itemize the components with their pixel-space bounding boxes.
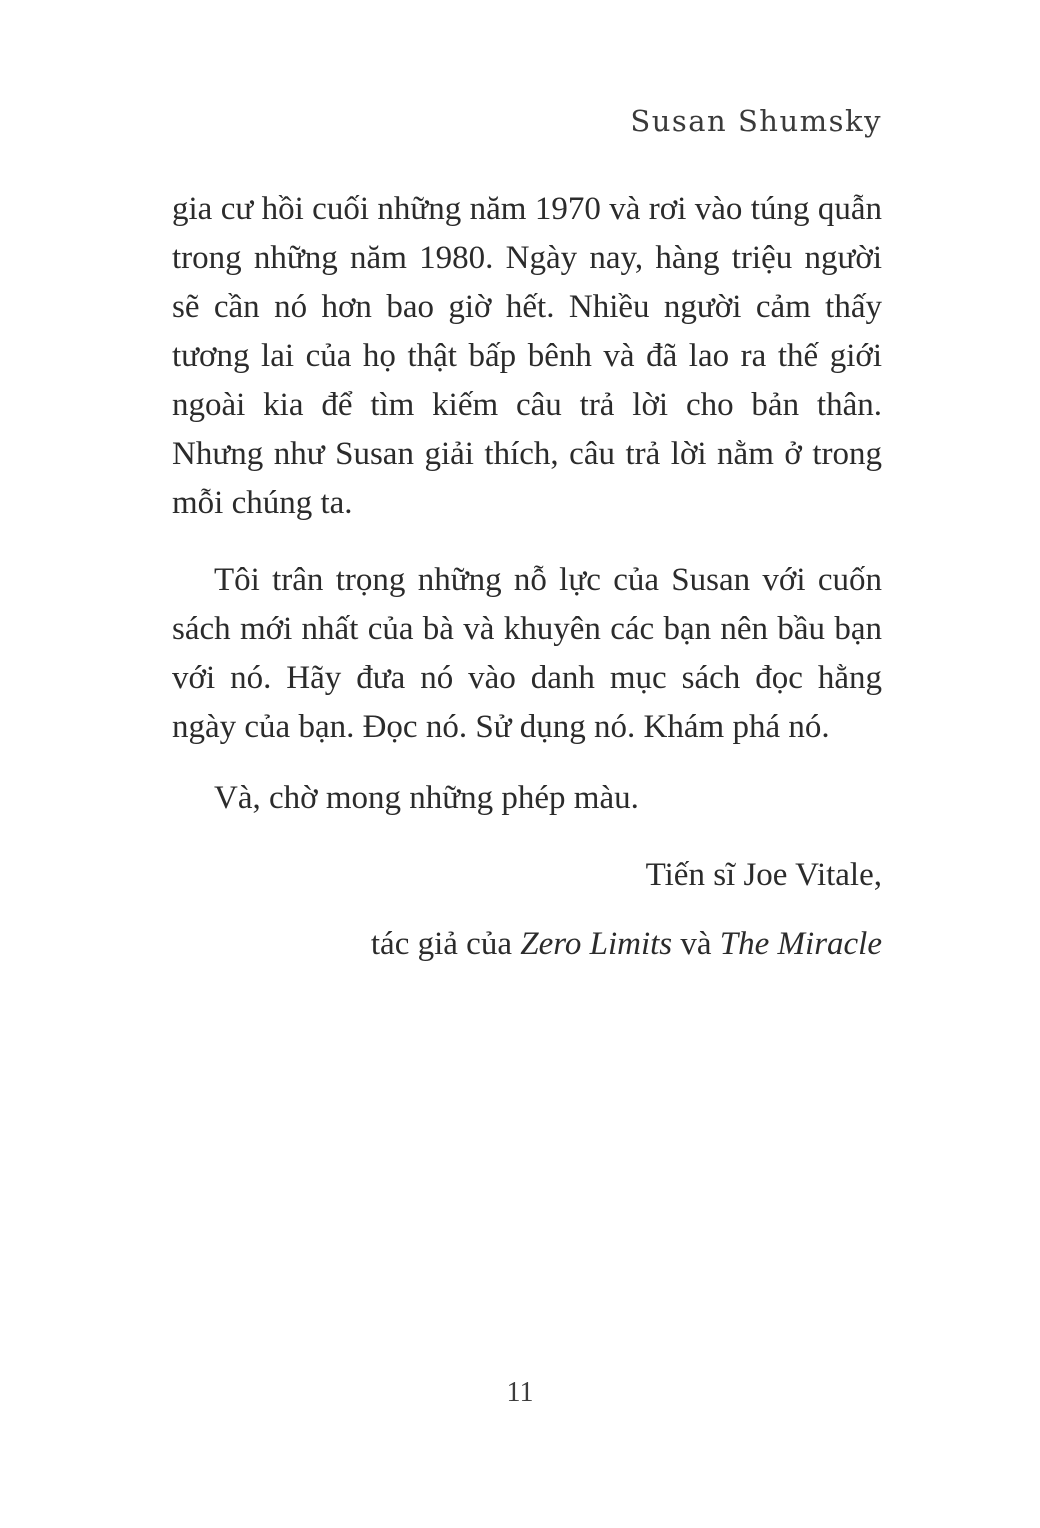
paragraph-2: Tôi trân trọng những nỗ lực của Susan với cuốn sách mới nhất của bà và khuyên các bạn nên bầu bạn với nó. Hãy đưa nó vào danh mục sách đọc hằng ngày của bạn. Đọc nó. Sử dụng nó. Khám phá nó.	[172, 562, 882, 745]
running-header: Susan Shumsky	[630, 104, 882, 138]
page-content	[172, 0, 882, 969]
attribution-works-connector: và	[672, 926, 720, 962]
attribution-works-prefix: tác giả của	[370, 926, 521, 962]
paragraph-3: Và, chờ mong những phép màu.	[214, 780, 639, 816]
attribution-author: Tiến sĩ Joe Vitale,	[645, 857, 882, 893]
paragraph-1: gia cư hồi cuối những năm 1970 và rơi vào túng quẫn trong những năm 1980. Ngày nay, hàng triệu người sẽ cần nó hơn bao giờ hết. Nhiều người cảm thấy tương lai của họ thật bấp bênh và đã lao ra thế giới ngoài kia để tìm kiếm câu trả lời cho bản thân. Nhưng như Susan giải thích, câu trả lời nằm ở trong mỗi chúng ta.	[172, 191, 882, 521]
attribution-book-title-2: The Miracle	[719, 926, 882, 962]
attribution-book-title-1: Zero Limits	[520, 926, 673, 962]
page-number: 11	[506, 1377, 534, 1408]
attribution-works	[172, 920, 882, 969]
